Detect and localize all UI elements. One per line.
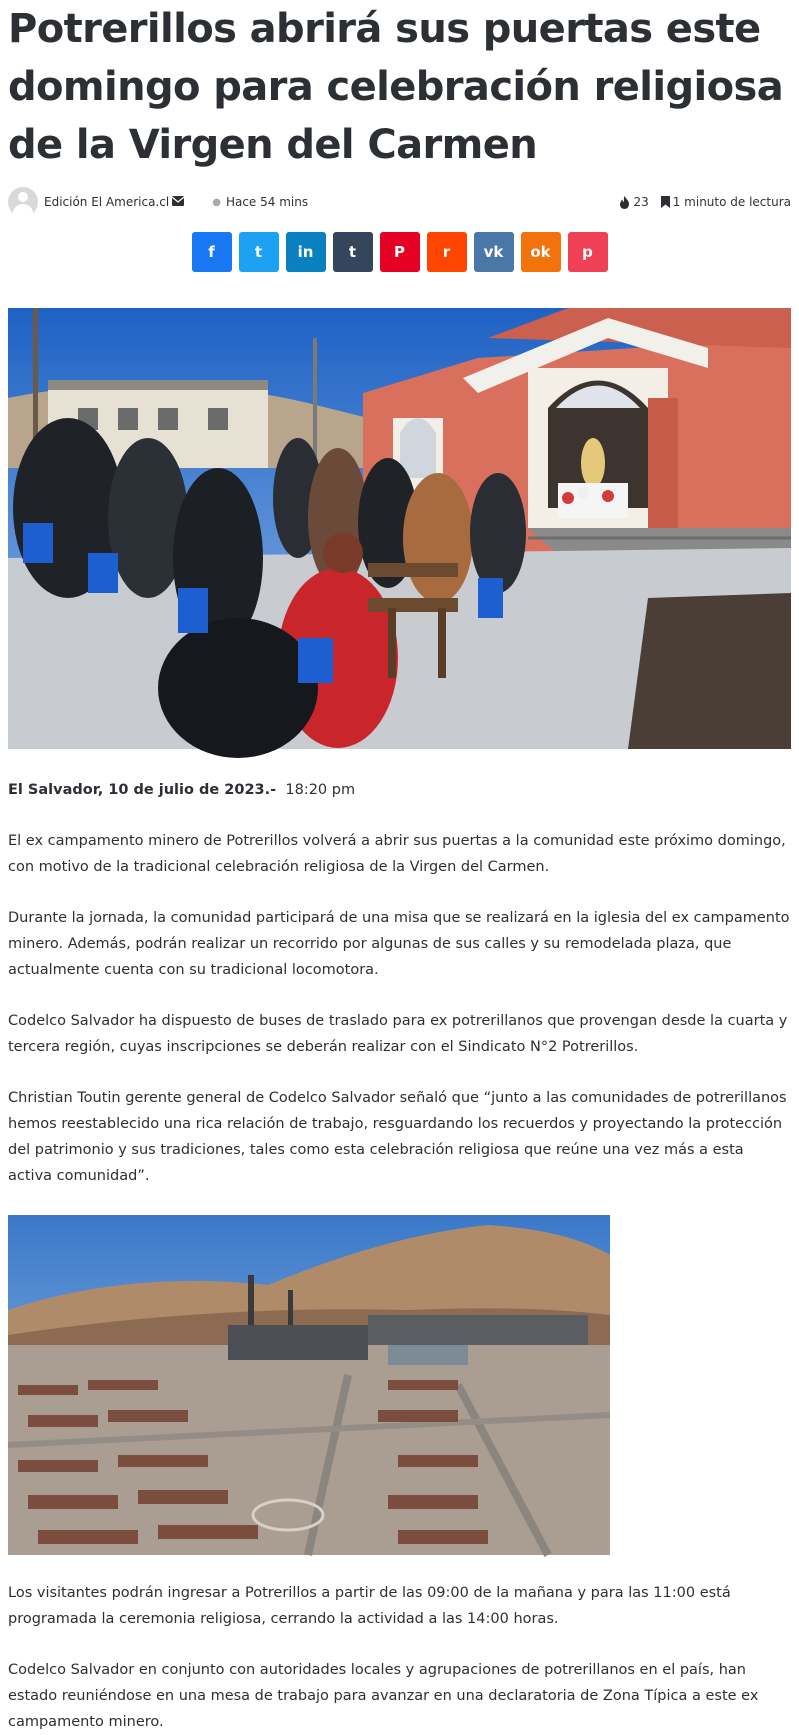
article-title: Potrerillos abrirá sus puertas este domingo para celebración religiosa de la Virgen del Carmen [8, 6, 784, 168]
paragraph-6: Codelco Salvador en conjunto con autoridades locales y agrupaciones de potrerillanos en el país, han estado reuniéndose en una mesa de trabajo para avanzar en una declaratoria de Zona Típica a este ex campamento minero. [8, 1662, 759, 1730]
flame-icon [619, 196, 630, 209]
dateline-time: 18:20 pm [285, 782, 356, 798]
article-meta [8, 184, 791, 220]
odnoklassniki-icon: ok [530, 243, 551, 261]
paragraph-1: El ex campamento minero de Potrerillos volverá a abrir sus puertas a la comunidad este próximo domingo, con motivo de la tradicional celebración religiosa de la Virgen del Carmen. [8, 833, 786, 875]
read-time-value: 1 minuto de lectura [672, 195, 791, 209]
hero-image-church-ceremony [8, 308, 791, 749]
share-pocket-button[interactable] [568, 232, 608, 272]
avatar[interactable] [8, 187, 38, 217]
paragraph-2: Durante la jornada, la comunidad participará de una misa que se realizará en la iglesia del ex campamento minero. Además, podrán realizar un recorrido por algunas de sus calles y su remodelada plaza, que actualmente cuenta con su tradicional locomotora. [8, 910, 790, 978]
aerial-photo-potrerillos [8, 1215, 610, 1555]
share-linkedin-button[interactable] [286, 232, 326, 272]
separator-dot-icon: ● [212, 196, 221, 208]
meta-left [8, 187, 308, 217]
twitter-icon: t [254, 243, 263, 261]
vk-icon: vk [483, 243, 504, 261]
pinterest-icon: P [394, 243, 405, 261]
share-buttons [8, 232, 791, 272]
views-value: 23 [633, 195, 649, 209]
share-reddit-button[interactable] [427, 232, 467, 272]
meta-right [619, 195, 791, 209]
reddit-icon: r [442, 243, 451, 261]
author-name[interactable]: Edición El America.cl [44, 195, 170, 209]
linkedin-icon: in [297, 243, 314, 261]
paragraph-4: Christian Toutin gerente general de Codelco Salvador señaló que “junto a las comunidades de potrerillanos hemos reestablecido una rica relación de trabajo, resguardando los recuerdos y proyectando la protección del patrimonio y sus tradiciones, tales como esta celebración religiosa que reúne una vez más a esta activa comunidad”. [8, 1090, 787, 1184]
envelope-icon[interactable] [172, 195, 184, 209]
pocket-icon: p [582, 243, 593, 261]
paragraph-3: Codelco Salvador ha dispuesto de buses de traslado para ex potrerillanos que provengan desde la cuarta y tercera región, cuyas inscripciones se deberán realizar con el Sindicato N°2 Potrerillos. [8, 1013, 788, 1055]
share-odnoklassniki-button[interactable] [521, 232, 561, 272]
tumblr-icon: t [348, 243, 357, 261]
dateline [8, 777, 791, 803]
share-tumblr-button[interactable] [333, 232, 373, 272]
share-facebook-button[interactable] [192, 232, 232, 272]
share-twitter-button[interactable] [239, 232, 279, 272]
share-vk-button[interactable] [474, 232, 514, 272]
time-ago: Hace 54 mins [225, 195, 309, 209]
facebook-icon: f [208, 243, 215, 261]
views-count [619, 195, 648, 209]
read-time [661, 195, 791, 209]
dateline-location-date: El Salvador, 10 de julio de 2023.- [8, 782, 277, 798]
share-pinterest-button[interactable] [380, 232, 420, 272]
paragraph-5: Los visitantes podrán ingresar a Potrerillos a partir de las 09:00 de la mañana y para las 11:00 está programada la ceremonia religiosa, cerrando la actividad a las 14:00 horas. [8, 1585, 731, 1627]
bookmark-icon [661, 196, 670, 208]
